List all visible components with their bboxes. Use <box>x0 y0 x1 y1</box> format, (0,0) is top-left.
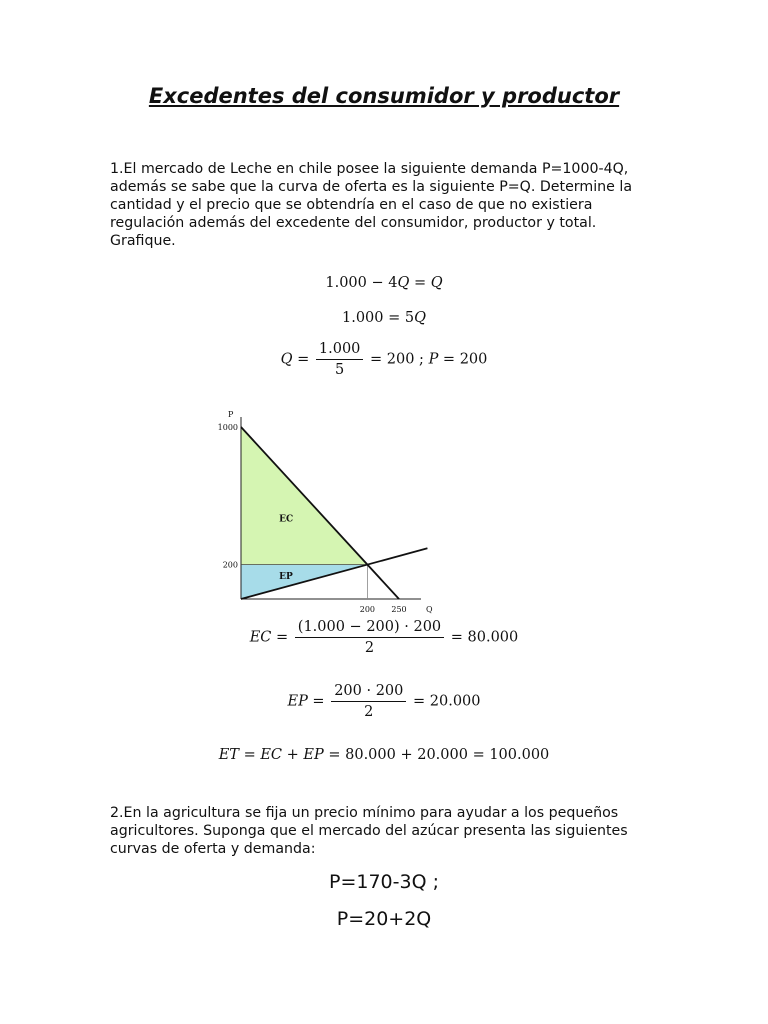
equation-demand: P=170-3Q ; <box>329 871 439 893</box>
problem-1-line: 1.El mercado de Leche en chile posee la siguiente demanda P=1000-4Q, <box>110 161 629 177</box>
y-tick-label: 1000 <box>217 423 238 432</box>
x-axis-label: Q <box>426 605 433 614</box>
equation-2: 1.000 = 5Q <box>342 310 426 326</box>
equation-et: ET = EC + EP = 80.000 + 20.000 = 100.000 <box>218 747 550 763</box>
region-label-ec: EC <box>279 514 294 525</box>
x-tick-label: 200 <box>359 605 376 614</box>
problem-2-line: 2.En la agricultura se fija un precio mínimo para ayudar a los pequeños <box>110 805 619 821</box>
equation-3: Q = $\frac{1.000}{5}$ = 200 ; P = 200 <box>280 341 488 378</box>
fraction: $\frac{200 \cdot 200}{2}$ <box>331 683 406 720</box>
equation-supply: P=20+2Q <box>336 908 432 930</box>
y-tick-label: 200 <box>222 560 238 570</box>
problem-2-line: curvas de oferta y demanda: <box>110 841 316 857</box>
problem-2-line: agricultores. Suponga que el mercado del azúcar presenta las siguientes <box>110 823 628 839</box>
surplus-chart <box>205 402 555 624</box>
page-title: Excedentes del consumidor y productor <box>148 84 620 108</box>
problem-1-line: además se sabe que la curva de oferta es la siguiente P=Q. Determine la <box>110 179 633 195</box>
fraction: $\frac{(1.000 - 200) \cdot 200}{2}$ <box>295 619 444 656</box>
equation-ep: EP = $\frac{200 \cdot 200}{2}$ = 20.000 <box>287 683 481 720</box>
region-label-ep: EP <box>279 572 293 583</box>
problem-1-line: cantidad y el precio que se obtendría en el caso de que no existiera <box>110 197 593 213</box>
equation-1: 1.000 − 4Q = Q <box>325 275 443 291</box>
y-axis-label: P <box>228 410 234 419</box>
problem-1-line: Grafique. <box>110 233 176 249</box>
equation-ec: EC = $\frac{(1.000 - 200) \cdot 200}{2}$ = 80.000 <box>249 619 519 656</box>
x-tick-label: 250 <box>391 605 407 614</box>
problem-2-text <box>110 804 640 858</box>
problem-1-line: regulación además del excedente del consumidor, productor y total. <box>110 215 597 231</box>
problem-1-text <box>110 160 640 250</box>
fraction: $\frac{1.000}{5}$ <box>316 341 364 378</box>
